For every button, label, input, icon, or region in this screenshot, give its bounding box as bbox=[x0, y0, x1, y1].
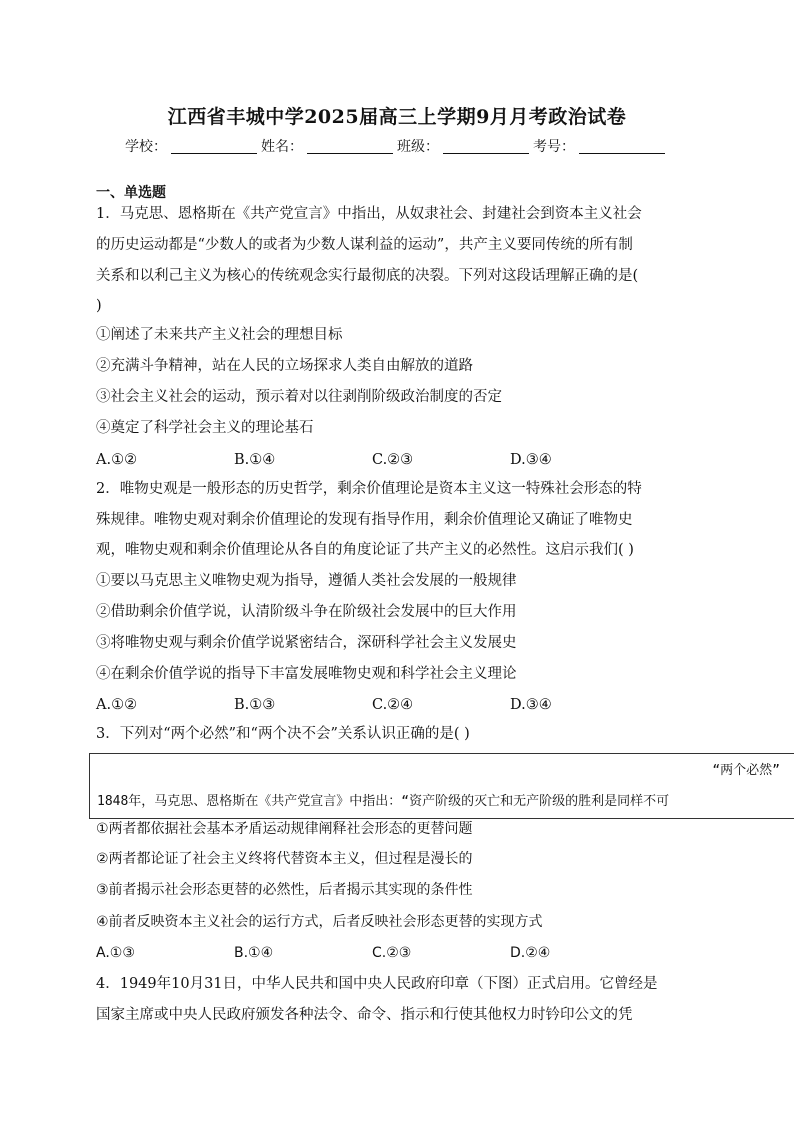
q3-material-title: “两个必然” bbox=[712, 763, 780, 778]
q2-option-b[interactable]: B.①③ bbox=[234, 697, 276, 713]
q1-option-a[interactable]: A.①② bbox=[96, 452, 138, 468]
q2-stem-line: 殊规律。唯物史观对剩余价值理论的发现有指导作用，剩余价值理论又确证了唯物史 bbox=[96, 512, 633, 528]
student-info-line bbox=[0, 136, 794, 156]
section-heading: 一、单选题 bbox=[96, 185, 166, 201]
q3-material-box bbox=[89, 753, 794, 819]
q4-stem-line: 4．1949年10月31日，中华人民共和国中央人民政府印章（下图）正式启用。它曾经是 bbox=[96, 976, 658, 992]
class-blank[interactable] bbox=[443, 153, 529, 154]
q4-stem-line: 国家主席或中央人民政府颁发各种法令、命令、指示和行使其他权力时钤印公文的凭 bbox=[96, 1007, 633, 1023]
number-label: 考号： bbox=[533, 139, 575, 155]
q1-stem-line: ) bbox=[96, 298, 102, 314]
q3-material-text: 1848年，马克思、恩格斯在《共产党宣言》中指出：“资产阶级的灭亡和无产阶级的胜利是同样不可 bbox=[97, 794, 670, 809]
q1-statement: ③社会主义社会的运动，预示着对以往剥削阶级政治制度的否定 bbox=[96, 389, 502, 405]
q1-option-b[interactable]: B.①④ bbox=[234, 452, 276, 468]
q2-stem-line: 观，唯物史观和剩余价值理论从各自的角度论证了共产主义的必然性。这启示我们( ) bbox=[96, 542, 634, 558]
q1-option-d[interactable]: D.③④ bbox=[510, 452, 552, 468]
q1-option-c[interactable]: C.②③ bbox=[372, 452, 414, 468]
name-label: 姓名： bbox=[261, 139, 303, 155]
q3-statement: ②两者都论证了社会主义终将代替资本主义，但过程是漫长的 bbox=[96, 851, 473, 867]
q3-option-c[interactable]: C.②③ bbox=[372, 945, 412, 961]
q1-stem-line: 关系和以利己主义为核心的传统观念实行最彻底的决裂。下列对这段话理解正确的是( bbox=[96, 268, 639, 284]
q2-statement: ①要以马克思主义唯物史观为指导，遵循人类社会发展的一般规律 bbox=[96, 573, 517, 589]
q3-statement: ④前者反映资本主义社会的运行方式，后者反映社会形态更替的实现方式 bbox=[96, 914, 543, 930]
q1-stem-line: 1．马克思、恩格斯在《共产党宣言》中指出，从奴隶社会、封建社会到资本主义社会 bbox=[96, 206, 642, 222]
q1-statement: ④奠定了科学社会主义的理论基石 bbox=[96, 420, 314, 436]
q3-option-b[interactable]: B.①④ bbox=[234, 945, 274, 961]
q2-statement: ②借助剩余价值学说，认清阶级斗争在阶级社会发展中的巨大作用 bbox=[96, 604, 517, 620]
q3-statement: ①两者都依据社会基本矛盾运动规律阐释社会形态的更替问题 bbox=[96, 821, 473, 837]
name-blank[interactable] bbox=[307, 153, 393, 154]
q2-statement: ④在剩余价值学说的指导下丰富发展唯物史观和科学社会主义理论 bbox=[96, 666, 517, 682]
school-blank[interactable] bbox=[171, 153, 257, 154]
class-label: 班级： bbox=[397, 139, 439, 155]
q2-option-c[interactable]: C.②④ bbox=[372, 697, 414, 713]
q2-option-a[interactable]: A.①② bbox=[96, 697, 138, 713]
q1-statement: ①阐述了未来共产主义社会的理想目标 bbox=[96, 327, 343, 343]
number-blank[interactable] bbox=[579, 153, 665, 154]
q3-stem: 3．下列对“两个必然”和“两个决不会”关系认识正确的是( ) bbox=[96, 726, 470, 742]
q2-option-d[interactable]: D.③④ bbox=[510, 697, 552, 713]
q3-option-d[interactable]: D.②④ bbox=[510, 945, 551, 961]
school-label: 学校： bbox=[125, 139, 167, 155]
exam-title: 江西省丰城中学2025届高三上学期9月月考政治试卷 bbox=[167, 106, 627, 128]
q3-option-a[interactable]: A.①③ bbox=[96, 945, 135, 961]
q3-statement: ③前者揭示社会形态更替的必然性，后者揭示其实现的条件性 bbox=[96, 882, 473, 898]
q2-statement: ③将唯物史观与剩余价值学说紧密结合，深研科学社会主义发展史 bbox=[96, 635, 517, 651]
q1-statement: ②充满斗争精神，站在人民的立场探求人类自由解放的道路 bbox=[96, 358, 473, 374]
q1-stem-line: 的历史运动都是“少数人的或者为少数人谋利益的运动”，共产主义要同传统的所有制 bbox=[96, 237, 633, 253]
q2-stem-line: 2．唯物史观是一般形态的历史哲学，剩余价值理论是资本主义这一特殊社会形态的特 bbox=[96, 481, 642, 497]
